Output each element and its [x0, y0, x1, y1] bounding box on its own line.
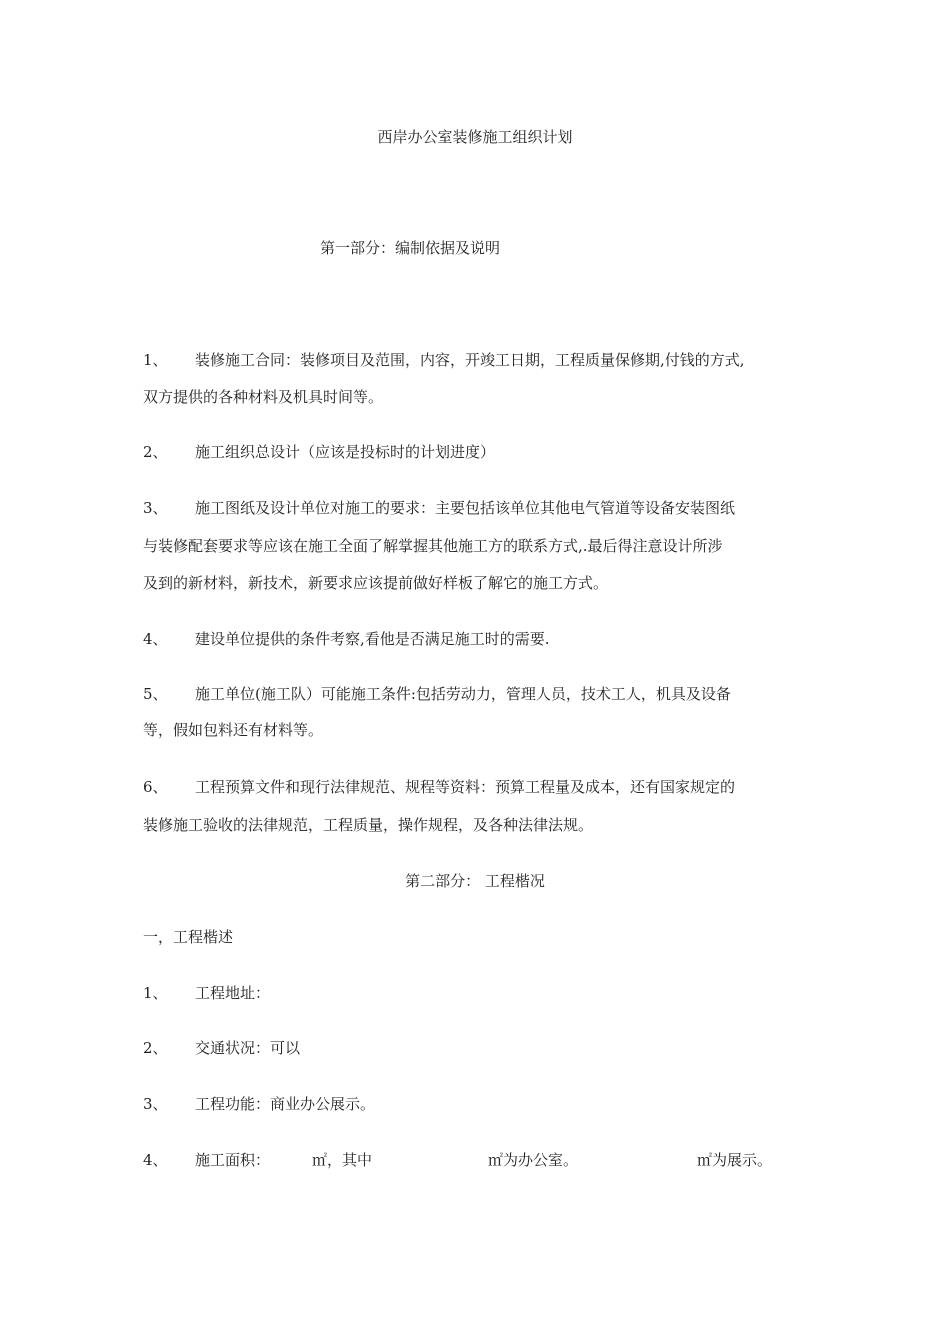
item-text: 施工图纸及设计单位对施工的要求：主要包括该单位其他电气管道等设备安装图纸: [195, 499, 736, 517]
item-text: 装修施工合同：装修项目及范围，内容，开竣工日期，工程质量保修期,付钱的方式,: [195, 351, 745, 369]
item-number: 6、: [143, 778, 168, 796]
item-number: 5、: [143, 685, 168, 703]
item-text-continued: 及到的新材料，新技术，新要求应该提前做好样板了解它的施工方式。: [143, 574, 609, 592]
item-number: 4、: [143, 630, 168, 648]
item-text-continued: 与装修配套要求等应该在施工全面了解掌握其他施工方的联系方式,.最后得注意设计所涉: [143, 537, 723, 555]
area-office-unit: ㎡为办公室。: [488, 1151, 579, 1169]
item-number: 2、: [143, 443, 168, 461]
item-number: 1、: [143, 984, 168, 1002]
area-display-unit: ㎡为展示。: [697, 1151, 773, 1169]
item-text: 交通状况：可以: [195, 1039, 301, 1057]
part2-heading: 第二部分： 工程楷况: [405, 872, 545, 890]
item-text: 工程预算文件和现行法律规范、规程等资料：预算工程量及成本，还有国家规定的: [195, 778, 736, 796]
item-number: 3、: [143, 499, 168, 517]
item-number: 4、: [143, 1151, 168, 1169]
item-text-continued: 装修施工验收的法律规范，工程质量，操作规程，及各种法律法规。: [143, 816, 594, 834]
item-text: 施工单位(施工队）可能施工条件:包括劳动力，管理人员，技术工人，机具及设备: [195, 685, 731, 703]
item-text: 建设单位提供的条件考察,看他是否满足施工时的需要.: [195, 630, 550, 648]
part1-heading: 第一部分：编制依据及说明: [320, 239, 501, 257]
item-text: 工程地址：: [195, 984, 271, 1002]
item-text-continued: 双方提供的各种材料及机具时间等。: [143, 388, 384, 406]
item-text: 施工组织总设计（应该是投标时的计划进度）: [195, 443, 496, 461]
area-label: 施工面积：: [195, 1151, 271, 1169]
item-number: 2、: [143, 1039, 168, 1057]
item-text: 工程功能：商业办公展示。: [195, 1095, 376, 1113]
item-text-continued: 等，假如包料还有材料等。: [143, 721, 324, 739]
document-title: 西岸办公室装修施工组织计划: [377, 128, 573, 146]
item-number: 3、: [143, 1095, 168, 1113]
item-number: 1、: [143, 351, 168, 369]
area-total-unit: ㎡，其中: [312, 1151, 373, 1169]
section1-heading: 一，工程楷述: [143, 928, 234, 946]
